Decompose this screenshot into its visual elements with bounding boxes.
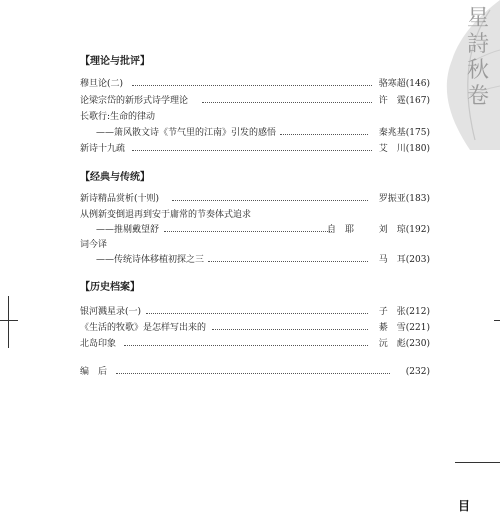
entry-author: 骆寒超(146) (378, 79, 430, 89)
entry-author: 刘 琼(192) (378, 225, 430, 235)
toc-entry[interactable] (80, 239, 430, 251)
toc-entry[interactable] (80, 338, 430, 350)
dot-leader (146, 313, 368, 314)
section-heading-theory: 【理论与批评】 (80, 56, 150, 67)
toc-entry[interactable] (80, 224, 430, 236)
dot-leader (164, 231, 332, 232)
dot-leader (280, 134, 368, 135)
footer-rule (455, 462, 500, 463)
entry-author: 罗振亚(183) (378, 194, 430, 204)
entry-title: ——箫风散文诗《节气里的江南》引发的感悟 (96, 128, 277, 138)
entry-author: 艾 川(180) (378, 144, 430, 154)
toc-entry[interactable] (80, 143, 430, 155)
entry-title: 新诗精品赏析(十则) (80, 194, 160, 204)
entry-title: 从例新变倒退再到安于庸常的节奏体式追求 (80, 210, 252, 220)
entry-title: 编 后 (80, 367, 108, 377)
toc-entry[interactable] (80, 306, 430, 318)
entry-title: 论梁宗岱的新形式诗学理论 (80, 96, 189, 106)
entry-author: 子 张(212) (378, 307, 430, 317)
dot-leader (116, 373, 390, 374)
toc-entry[interactable] (80, 322, 430, 334)
vertical-title: 星詩秋卷 (466, 6, 489, 109)
entry-title: 北岛印象 (80, 339, 117, 349)
crop-mark-left-vertical (8, 296, 9, 348)
entry-author-secondary: 自 耶 (326, 225, 354, 235)
dot-leader (202, 102, 372, 103)
entry-title: 词今译 (80, 240, 108, 250)
entry-page: (232) (405, 367, 430, 377)
crop-mark-left-horizontal (0, 320, 18, 321)
crop-mark-right-tick (494, 320, 500, 321)
toc-entry[interactable] (80, 209, 430, 221)
entry-author: 马 耳(203) (378, 255, 430, 265)
entry-author: 许 霆(167) (378, 96, 430, 106)
toc-entry[interactable] (80, 193, 430, 205)
leaf-decoration (430, 0, 500, 150)
page-label: 目 (457, 499, 470, 513)
entry-title: 银河溅星录(一) (80, 307, 142, 317)
entry-author: 沅 彪(230) (378, 339, 430, 349)
dot-leader (208, 261, 368, 262)
entry-author: 秦兆基(175) (378, 128, 430, 138)
toc-entry[interactable] (80, 78, 430, 90)
toc-entry-afterword[interactable] (80, 366, 430, 378)
entry-title: 《生活的牧歌》是怎样写出来的 (80, 323, 207, 333)
toc-entry[interactable] (80, 111, 430, 123)
toc-entry[interactable] (80, 127, 430, 139)
entry-title: 新诗十九疏 (80, 144, 126, 154)
dot-leader (124, 345, 368, 346)
entry-title: ——传统诗体移植初探之三 (96, 255, 205, 265)
dot-leader (212, 329, 368, 330)
dot-leader (172, 200, 368, 201)
entry-title: 长歌行:生命的律动 (80, 112, 156, 122)
entry-title: ——推剔戴望舒 (96, 225, 160, 235)
dot-leader (132, 150, 372, 151)
section-heading-classics: 【经典与传统】 (80, 172, 150, 183)
toc-entry[interactable] (80, 95, 430, 107)
dot-leader (132, 85, 372, 86)
toc-entry[interactable] (80, 254, 430, 266)
entry-author: 綦 雪(221) (378, 323, 430, 333)
section-heading-history: 【历史档案】 (80, 282, 140, 293)
entry-title: 穆旦论(二) (80, 79, 124, 89)
